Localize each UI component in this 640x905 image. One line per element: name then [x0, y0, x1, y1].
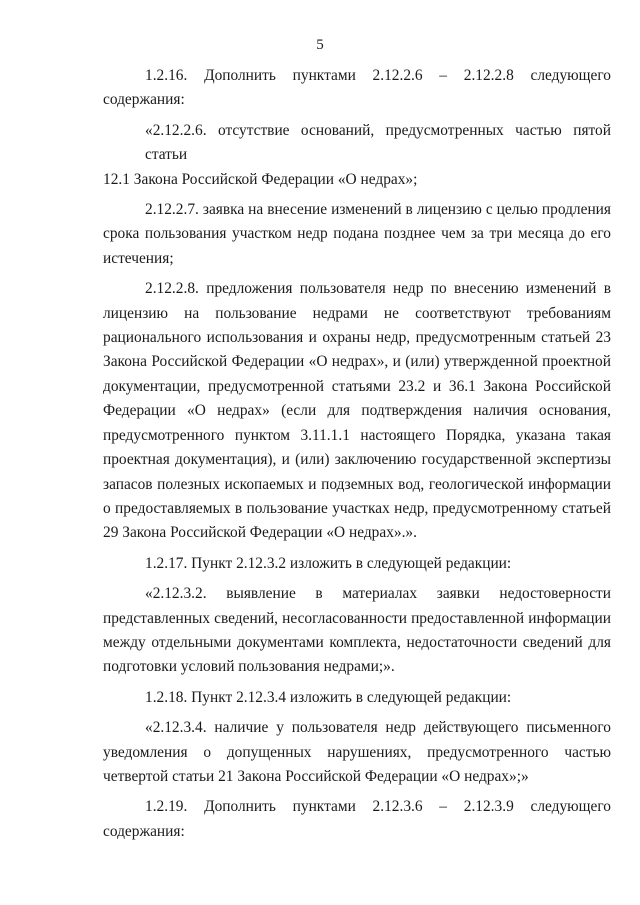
paragraph [103, 795, 611, 844]
text-line: о предоставляемых в пользование участках недр, предусмотренному статьей [103, 499, 611, 517]
paragraph [103, 64, 611, 113]
text-line: истечения; [103, 249, 174, 267]
text-line: Закона Российской Федерации «О недрах», и (или) утвержденной проектной [103, 353, 611, 371]
paragraph [103, 582, 611, 680]
text-line: содержания: [103, 822, 185, 840]
text-line: предусмотренного пунктом 3.11.1.1 настоящего Порядка, указана такая [103, 426, 611, 444]
text-line: 29 Закона Российской Федерации «О недрах».». [103, 524, 417, 542]
text-line: лицензию на пользование недрами не соответствуют требованиям [103, 304, 611, 322]
text-line: Федерации «О недрах» (если для подтверждения наличия основания, [103, 402, 611, 420]
text-line: документации, предусмотренной статьями 23.2 и 36.1 Закона Российской [103, 377, 611, 395]
text-line: срока пользования участком недр подана позднее чем за три месяца до его [103, 225, 611, 243]
paragraph [103, 686, 611, 710]
text-line: запасов полезных ископаемых и подземных вод, геологической информации [103, 475, 611, 493]
document-body [103, 64, 611, 850]
paragraph [103, 119, 611, 192]
text-line: 1.2.19. Дополнить пунктами 2.12.3.6 – 2.12.3.9 следующего [145, 798, 611, 816]
text-line: 1.2.18. Пункт 2.12.3.4 изложить в следующей редакции: [145, 688, 512, 706]
paragraph [103, 198, 611, 271]
text-line: 2.12.2.7. заявка на внесение изменений в лицензию с целью продления [145, 201, 611, 219]
paragraph [103, 277, 611, 545]
text-line: проектная документация), и (или) заключению государственной экспертизы [103, 451, 611, 469]
text-line: «2.12.2.6. отсутствие оснований, предусмотренных частью пятой статьи [145, 121, 611, 164]
text-line: рационального использования и охраны недр, предусмотренным статьей 23 [103, 329, 611, 347]
text-line: 1.2.17. Пункт 2.12.3.2 изложить в следующей редакции: [145, 554, 512, 572]
text-line: между отдельными документами комплекта, недостаточности сведений для [103, 633, 611, 651]
text-line: уведомления о допущенных нарушениях, предусмотренного частью [103, 743, 611, 761]
text-line: четвертой статьи 21 Закона Российской Федерации «О недрах»;» [103, 767, 529, 785]
text-line: «2.12.3.2. выявление в материалах заявки недостоверности [145, 585, 611, 603]
text-line: 1.2.16. Дополнить пунктами 2.12.2.6 – 2.12.2.8 следующего [145, 67, 611, 84]
paragraph [103, 552, 611, 576]
text-line: «2.12.3.4. наличие у пользователя недр действующего письменного [145, 719, 611, 737]
page-number: 5 [316, 37, 324, 53]
text-line: представленных сведений, несогласованности предоставленной информации [103, 609, 611, 627]
text-line: 12.1 Закона Российской Федерации «О недрах»; [103, 170, 418, 188]
paragraph [103, 716, 611, 789]
text-line: 2.12.2.8. предложения пользователя недр по внесению изменений в [145, 280, 611, 298]
text-line: содержания: [103, 91, 185, 109]
text-line: подготовки условий пользования недрами;». [103, 658, 395, 676]
